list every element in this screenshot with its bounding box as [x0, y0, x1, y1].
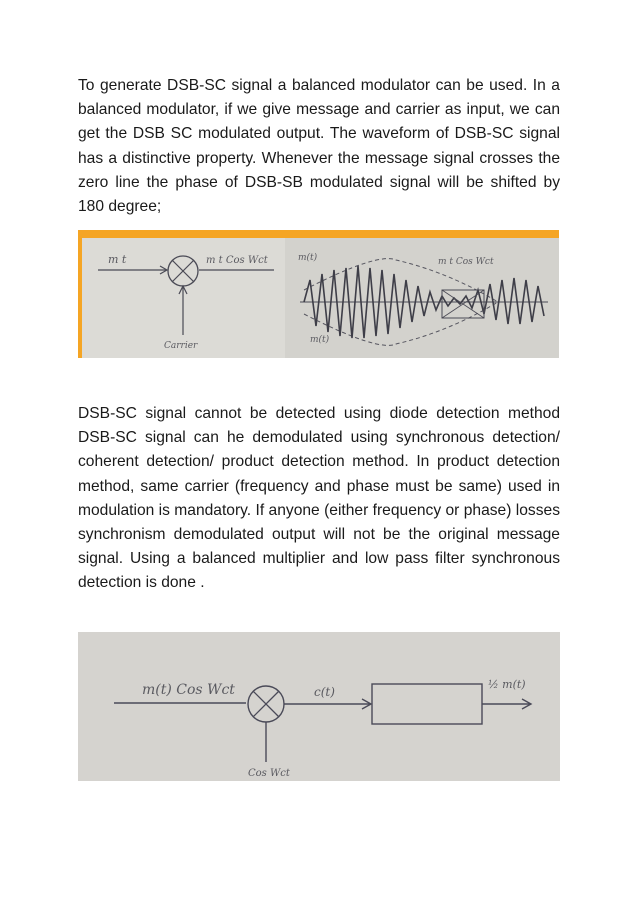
- modulator-drawing: [78, 230, 559, 358]
- det-output-label: ½ m(t): [488, 678, 526, 691]
- figure-balanced-modulator: [78, 230, 559, 358]
- wave-lower-label: m(t): [310, 335, 330, 345]
- paragraph-dsb-sc-generation: To generate DSB-SC signal a balanced modulator can be used. In a balanced modulator, if we give message and carrier as input, we can get the DSB SC modulated output. The waveform of DSB-SC signal has a distinctive property. Whenever the message signal crosses the zero line the phase of DSB-SB modulated signal will be shifted by 180 degree;: [78, 77, 560, 216]
- det-carrier-label: Cos Wct: [248, 768, 290, 779]
- det-mid-label: c(t): [314, 685, 335, 699]
- low-pass-filter-box: [372, 684, 482, 724]
- paragraph-dsb-sc-detection: DSB-SC signal cannot be detected using diode detection method DSB-SC signal can he demodulated using synchronous detection/ coherent detection/ product detection method. In product detection method, same carrier (frequency and phase must be same) used in modulation is mandatory. If anyone (either frequency or phase) losses synchronism demodulated output will not be the original message signal. Using a balanced multiplier and low pass filter synchronous detection is done .: [78, 405, 560, 592]
- figure-synchronous-detector: [78, 632, 560, 781]
- wave-envelope-label: m(t): [298, 253, 318, 263]
- mod-input-label: m t: [108, 253, 127, 266]
- mod-carrier-label: Carrier: [164, 341, 198, 351]
- mod-output-label: m t Cos Wct: [206, 255, 268, 266]
- det-input-label: m(t) Cos Wct: [142, 682, 235, 698]
- wave-signal-label: m t Cos Wct: [438, 257, 494, 267]
- detector-drawing: [78, 632, 560, 781]
